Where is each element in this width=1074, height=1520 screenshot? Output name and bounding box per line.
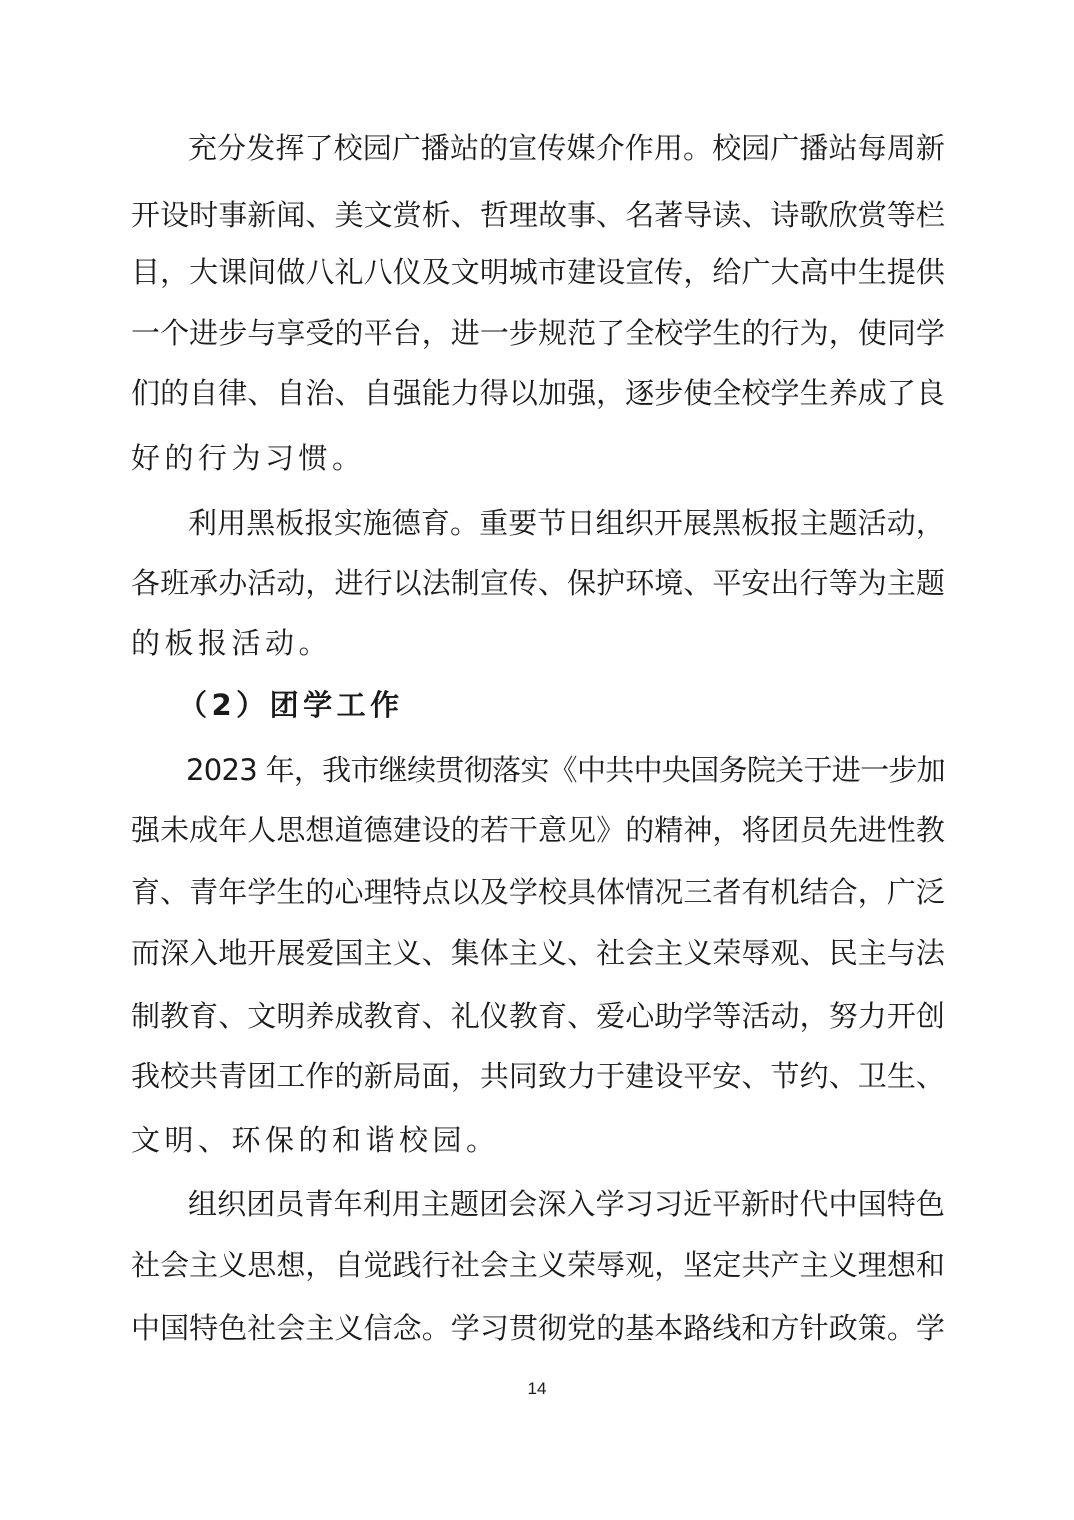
text-line (0, 1046, 1074, 1106)
text-line-content: 目，大课间做八礼八仪及文明城市建设宣传，给广大高中生提供 (131, 255, 945, 289)
text-line (0, 800, 1074, 860)
text-line-content: 而深入地开展爱国主义、集体主义、社会主义荣辱观、民主与法 (131, 936, 945, 970)
text-line-content: 社会主义思想，自觉践行社会主义荣辱观，坚定共产主义理想和 (131, 1248, 945, 1282)
text-line (0, 185, 1074, 245)
text-line-content: 利用黑板报实施德育。重要节日组织开展黑板报主题活动， (188, 506, 945, 540)
text-line-content: 各班承办活动，进行以法制宣传、保护环境、平安出行等为主题 (131, 566, 945, 600)
text-line-content: 制教育、文明养成教育、礼仪教育、爱心助学等活动，努力开创 (131, 999, 945, 1033)
text-line (0, 986, 1074, 1046)
text-line (0, 862, 1074, 922)
text-line (0, 1298, 1074, 1358)
text-line (0, 1110, 1074, 1170)
text-line (0, 553, 1074, 613)
text-line-content: 充分发挥了校园广播站的宣传媒介作用。校园广播站每周新 (188, 131, 945, 165)
text-line-content: 们的自律、自治、自强能力得以加强，逐步使全校学生养成了良 (131, 376, 945, 410)
text-line-content: 强未成年人思想道德建设的若干意见》的精神，将团员先进性教 (131, 813, 945, 847)
text-line-content: 育、青年学生的心理特点以及学校具体情况三者有机结合，广泛 (131, 875, 945, 909)
text-line-content: 开设时事新闻、美文赏析、哲理故事、名著导读、诗歌欣赏等栏 (131, 198, 945, 232)
text-line (0, 613, 1074, 673)
text-line (0, 1174, 1074, 1234)
text-line-content: 文明、环保的和谐校园。 (131, 1123, 500, 1157)
page-number: 14 (527, 1379, 547, 1398)
text-line (0, 363, 1074, 423)
text-line-content: 的板报活动。 (131, 626, 333, 660)
text-line-content: 中国特色社会主义信念。学习贯彻党的基本路线和方针政策。学 (131, 1311, 945, 1345)
text-line (0, 1235, 1074, 1295)
text-line-content: 一个进步与享受的平台，进一步规范了全校学生的行为，使同学 (131, 316, 945, 350)
text-line (0, 303, 1074, 363)
text-line (0, 242, 1074, 302)
text-line-content: 2023 年，我市继续贯彻落实《中共中央国务院关于进一步加 (186, 753, 945, 787)
text-line (0, 740, 1074, 800)
text-line (0, 118, 1074, 178)
text-line-content: 我校共青团工作的新局面，共同致力于建设平安、节约、卫生、 (131, 1059, 945, 1093)
section-heading (0, 675, 1074, 735)
text-line-content: 好的行为习惯。 (131, 441, 366, 475)
text-line (0, 428, 1074, 488)
section-heading-text: （2）团学工作 (178, 688, 404, 722)
text-line-content: 组织团员青年利用主题团会深入学习习近平新时代中国特色 (188, 1187, 945, 1221)
text-line (0, 493, 1074, 553)
text-line (0, 923, 1074, 983)
